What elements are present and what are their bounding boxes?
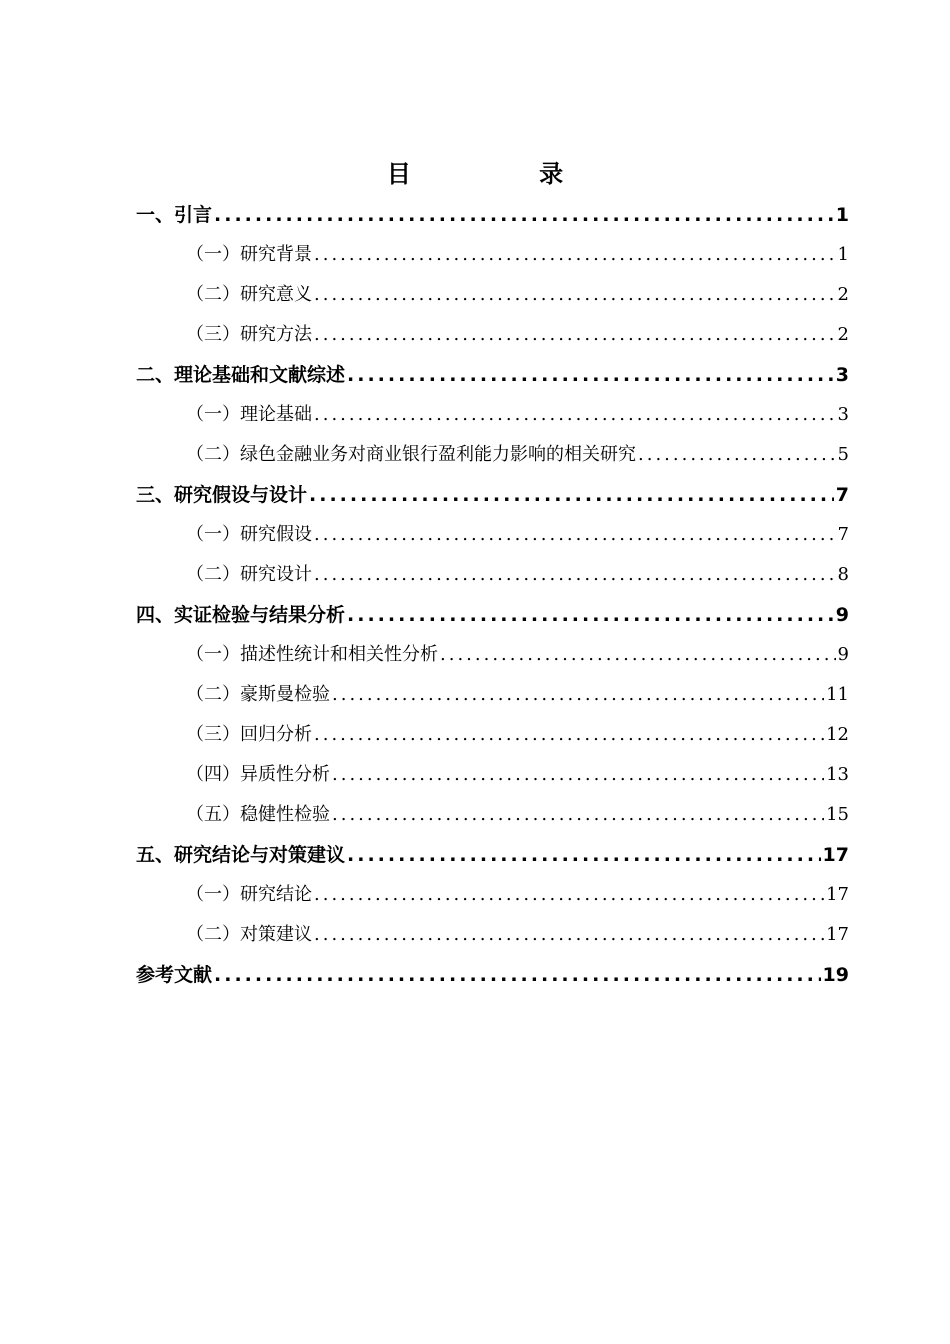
toc-entry-label: （一）描述性统计和相关性分析 — [186, 644, 438, 665]
toc-chapter-entry[interactable] — [136, 595, 849, 635]
toc-entry-label: （三）研究方法 — [186, 324, 312, 345]
toc-dot-leader — [347, 595, 834, 635]
toc-entry-label: （一）研究结论 — [186, 884, 312, 905]
toc-section-entry[interactable] — [136, 915, 849, 955]
toc-entry-label: （二）豪斯曼检验 — [186, 684, 330, 705]
toc-chapter-entry[interactable] — [136, 355, 849, 395]
toc-entry-label: （一）理论基础 — [186, 404, 312, 425]
toc-page-number: 3 — [837, 404, 849, 425]
toc-page-number: 5 — [837, 444, 849, 465]
toc-dot-leader — [309, 475, 834, 515]
toc-page-number: 1 — [837, 244, 849, 265]
toc-dot-leader — [314, 275, 836, 315]
toc-page-number: 12 — [826, 724, 849, 745]
toc-section-entry[interactable] — [136, 715, 849, 755]
toc-dot-leader — [314, 915, 824, 955]
toc-entry-label: （二）研究意义 — [186, 284, 312, 305]
toc-dot-leader — [314, 515, 836, 555]
toc-entry-label: 一、引言 — [136, 204, 213, 226]
toc-page-number: 2 — [837, 284, 849, 305]
toc-entry-label: 三、研究假设与设计 — [136, 484, 308, 506]
toc-section-entry[interactable] — [136, 235, 849, 275]
toc-page-number: 17 — [826, 924, 849, 945]
toc-section-entry[interactable] — [136, 635, 849, 675]
toc-section-entry[interactable] — [136, 875, 849, 915]
toc-dot-leader — [332, 795, 824, 835]
toc-dot-leader — [314, 875, 824, 915]
toc-entry-label: （二）对策建议 — [186, 924, 312, 945]
toc-chapter-entry[interactable] — [136, 475, 849, 515]
toc-entry-label: （二）绿色金融业务对商业银行盈利能力影响的相关研究 — [186, 444, 636, 465]
toc-entry-label: （二）研究设计 — [186, 564, 312, 585]
toc-section-entry[interactable] — [136, 435, 849, 475]
toc-page-number: 15 — [826, 804, 849, 825]
toc-page-number: 17 — [826, 884, 849, 905]
toc-section-entry[interactable] — [136, 795, 849, 835]
toc-page-number: 3 — [835, 364, 849, 386]
toc-section-entry[interactable] — [136, 755, 849, 795]
toc-page-number: 11 — [826, 684, 849, 705]
toc-section-entry[interactable] — [136, 515, 849, 555]
toc-title: 目 录 — [386, 160, 624, 188]
toc-entry-label: 四、实证检验与结果分析 — [136, 604, 346, 626]
toc-section-entry[interactable] — [136, 395, 849, 435]
toc-entry-label: 二、理论基础和文献综述 — [136, 364, 346, 386]
toc-dot-leader — [214, 195, 834, 235]
toc-section-entry[interactable] — [136, 675, 849, 715]
toc-entry-label: （五）稳健性检验 — [186, 804, 330, 825]
toc-page-number: 13 — [826, 764, 849, 785]
toc-page-number: 1 — [835, 204, 849, 226]
toc-entry-label: （一）研究背景 — [186, 244, 312, 265]
toc-chapter-entry[interactable] — [136, 835, 849, 875]
toc-dot-leader — [314, 315, 836, 355]
toc-dot-leader — [332, 755, 824, 795]
toc-entry-label: （一）研究假设 — [186, 524, 312, 545]
toc-dot-leader — [347, 355, 834, 395]
toc-chapter-entry[interactable] — [136, 195, 849, 235]
toc-dot-leader — [440, 635, 836, 675]
toc-page-number: 7 — [835, 484, 849, 506]
toc-page-number: 9 — [837, 644, 849, 665]
toc-chapter-entry[interactable] — [136, 955, 849, 995]
toc-dot-leader — [332, 675, 824, 715]
toc-page-number: 17 — [822, 844, 849, 866]
toc-dot-leader — [314, 235, 836, 275]
toc-entry-label: （三）回归分析 — [186, 724, 312, 745]
toc-section-entry[interactable] — [136, 555, 849, 595]
toc-dot-leader — [347, 835, 821, 875]
toc-entry-label: 五、研究结论与对策建议 — [136, 844, 346, 866]
toc-section-entry[interactable] — [136, 315, 849, 355]
toc-page-number: 9 — [835, 604, 849, 626]
toc-dot-leader — [314, 715, 824, 755]
toc-dot-leader — [314, 395, 836, 435]
table-of-contents — [136, 195, 849, 995]
toc-dot-leader — [214, 955, 821, 995]
toc-dot-leader — [638, 435, 836, 475]
toc-section-entry[interactable] — [136, 275, 849, 315]
toc-page-number: 7 — [837, 524, 849, 545]
toc-page-number: 8 — [837, 564, 849, 585]
toc-page-number: 2 — [837, 324, 849, 345]
toc-entry-label: 参考文献 — [136, 964, 213, 986]
toc-page-number: 19 — [822, 964, 849, 986]
toc-entry-label: （四）异质性分析 — [186, 764, 330, 785]
toc-dot-leader — [314, 555, 836, 595]
